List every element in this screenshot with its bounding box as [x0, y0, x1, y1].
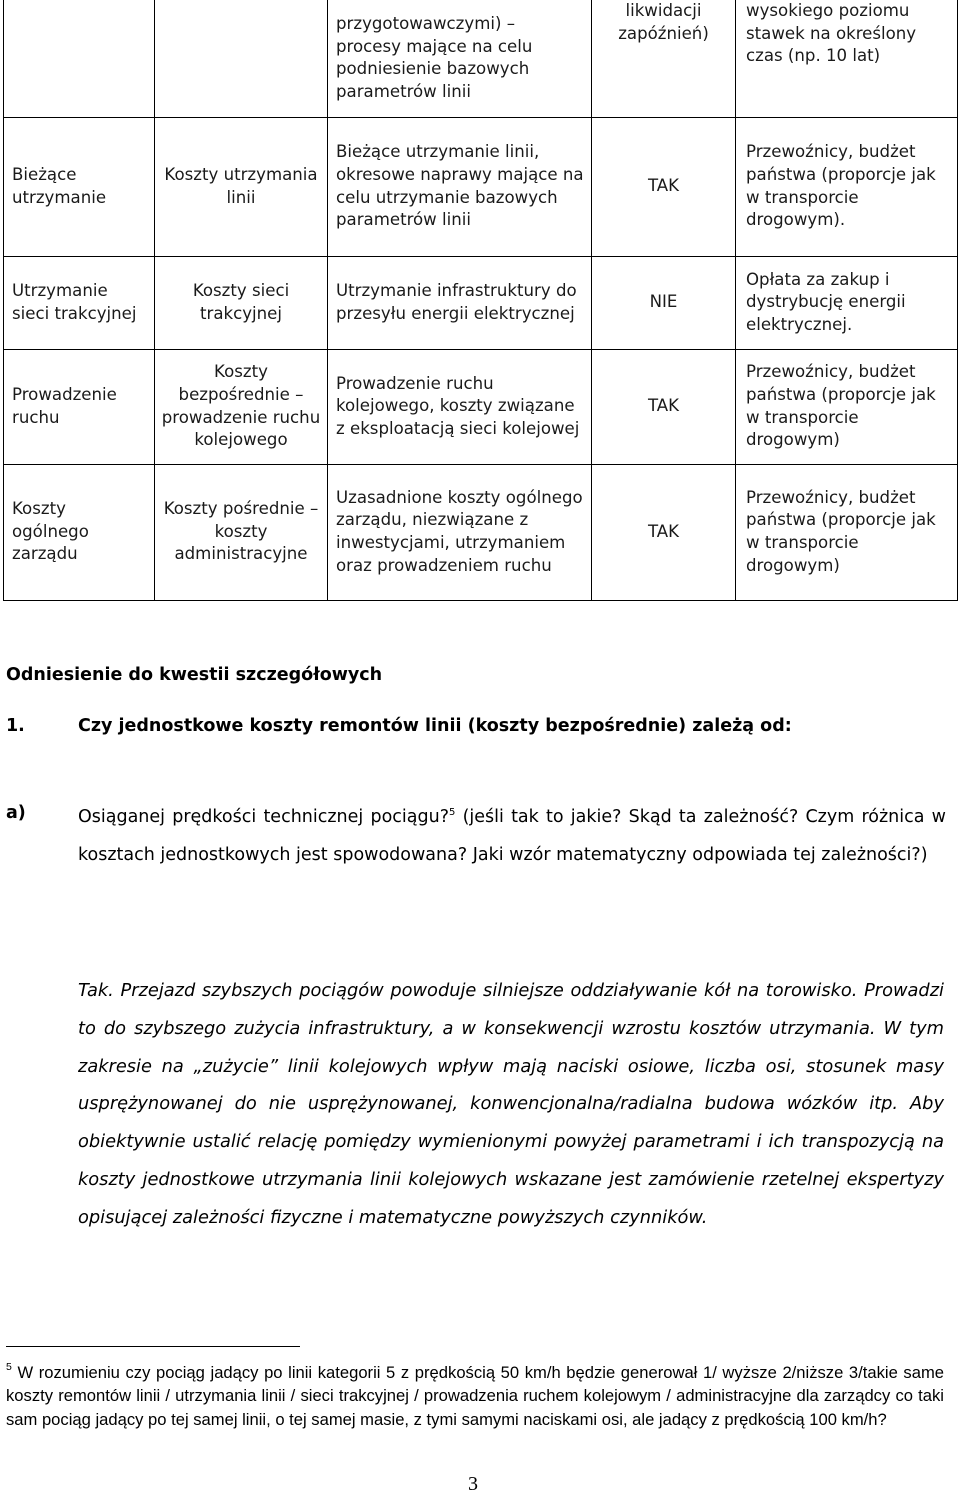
footnote-number: 5	[6, 1361, 12, 1373]
cell-category: Utrzymanie sieci trakcyjnej	[4, 256, 155, 349]
page-number: 3	[468, 1473, 478, 1495]
table-row	[4, 0, 958, 117]
question-text: Czy jednostkowe koszty remontów linii (koszty bezpośrednie) zależą od:	[78, 716, 792, 736]
cost-table	[3, 0, 958, 601]
table-row	[4, 464, 958, 600]
cell-flag: TAK	[592, 349, 736, 464]
section-heading: Odniesienie do kwestii szczegółowych	[6, 665, 383, 685]
cell-category: Koszty ogólnego zarządu	[4, 464, 155, 600]
cell-cost-type: Koszty pośrednie – koszty administracyjne	[155, 464, 328, 600]
cell-payer: wysokiego poziomu stawek na określony czas (np. 10 lat)	[736, 0, 958, 117]
question-number: 1.	[6, 716, 25, 736]
footnote	[6, 1361, 944, 1431]
cell-flag: NIE	[592, 256, 736, 349]
cell-payer: Przewoźnicy, budżet państwa (proporcje jak w transporcie drogowym)	[736, 464, 958, 600]
sub-question-text-after: (jeśli tak to jakie? Skąd ta zależność? Czym różnica w kosztach jednostkowych jest spowodowana? Jaki wzór matematyczny odpowiada tej zależności?)	[78, 807, 946, 865]
footnote-reference[interactable]: 5	[448, 807, 456, 818]
footnote-text: W rozumieniu czy pociąg jadący po linii kategorii 5 z prędkością 50 km/h będzie generował 1/ wyższe 2/niższe 3/takie same koszty remontów linii / utrzymania linii / sieci trakcyjnej / prowadzenia ruchem kolejowym / administracyjne dla zarządcy co taki sam pociąg jadący po tej samej linii, o tej samej masie, z tymi samymi naciskami osi, ale jadący z prędkością 100 km/h?	[6, 1363, 944, 1429]
cell-description: Prowadzenie ruchu kolejowego, koszty związane z eksploatacją sieci kolejowej	[328, 349, 592, 464]
table-row	[4, 256, 958, 349]
cell-payer: Przewoźnicy, budżet państwa (proporcje jak w transporcie drogowym).	[736, 117, 958, 256]
cell-category: Bieżące utrzymanie	[4, 117, 155, 256]
sub-question-text-before: Osiąganej prędkości technicznej pociągu?	[78, 807, 449, 827]
sub-question-label: a)	[6, 803, 26, 823]
sub-question-text	[78, 799, 946, 874]
cell-payer: Przewoźnicy, budżet państwa (proporcje jak w transporcie drogowym)	[736, 349, 958, 464]
cell-cost-type	[155, 0, 328, 117]
cell-description: Uzasadnione koszty ogólnego zarządu, niezwiązane z inwestycjami, utrzymaniem oraz prowadzeniem ruchu	[328, 464, 592, 600]
cell-cost-type: Koszty sieci trakcyjnej	[155, 256, 328, 349]
cell-description: Utrzymanie infrastruktury do przesyłu energii elektrycznej	[328, 256, 592, 349]
cell-flag: TAK	[592, 464, 736, 600]
table-row	[4, 349, 958, 464]
footnote-divider	[6, 1346, 300, 1347]
answer-paragraph: Tak. Przejazd szybszych pociągów powoduje silniejsze oddziaływanie kół na torowisko. Prowadzi to do szybszego zużycia infrastruktury, a w konsekwencji wzrostu kosztów utrzymania. W tym zakresie na „zużycie” linii kolejowych wpływ mają naciski osiowe, liczba osi, stosunek masy usprężynowanej do nie usprężynowanej, konwencjonalna/radialna budowa wózków itp. Aby obiektywnie ustalić relację pomiędzy wymienionymi powyżej parametrami i ich transpozycją na koszty jednostkowe utrzymania linii kolejowych wskazane jest zamówienie rzetelnej ekspertyzy opisującej zależności fizyczne i matematyczne powyższych czynników.	[78, 980, 944, 1228]
cell-category: Prowadzenie ruchu	[4, 349, 155, 464]
cell-flag: likwidacji zapóźnień)	[592, 0, 736, 117]
cell-description: Bieżące utrzymanie linii, okresowe naprawy mające na celu utrzymanie bazowych parametrów linii	[328, 117, 592, 256]
cell-flag: TAK	[592, 117, 736, 256]
cell-cost-type: Koszty utrzymania linii	[155, 117, 328, 256]
cell-cost-type: Koszty bezpośrednie – prowadzenie ruchu kolejowego	[155, 349, 328, 464]
cell-description: przygotowawczymi) – procesy mające na celu podniesienie bazowych parametrów linii	[328, 0, 592, 117]
table-row	[4, 117, 958, 256]
cell-category	[4, 0, 155, 117]
cell-payer: Opłata za zakup i dystrybucję energii elektrycznej.	[736, 256, 958, 349]
